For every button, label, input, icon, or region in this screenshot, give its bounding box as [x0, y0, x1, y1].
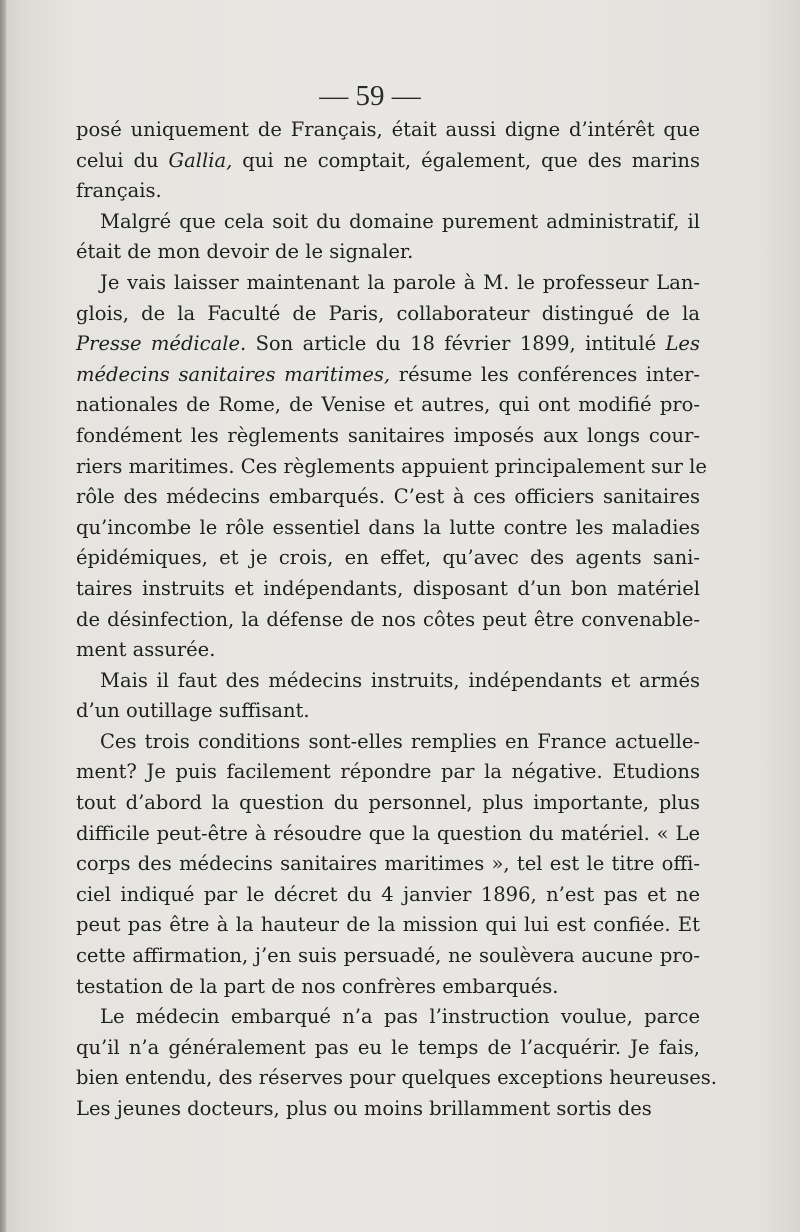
text-line	[76, 849, 700, 880]
text-run: ciel indiqué par le décret du 4 janvier 1896, n’est pas et ne	[76, 882, 700, 906]
italic-text: Presse médicale.	[76, 332, 247, 356]
text-run: était de mon devoir de le signaler.	[76, 240, 414, 264]
text-line	[76, 360, 700, 391]
text-run: rôle des médecins embarqués. C’est à ces officiers sanitaires	[76, 485, 700, 509]
text-line	[76, 727, 700, 758]
text-run: de désinfection, la défense de nos côtes peut être convenable-	[76, 607, 700, 631]
text-line	[76, 299, 700, 330]
text-run: riers maritimes. Ces règlements appuient principalement sur le	[76, 454, 707, 478]
text-line	[76, 237, 700, 268]
paragraph	[76, 666, 700, 727]
text-line	[76, 115, 700, 146]
text-run: d’un outillage suffisant.	[76, 699, 310, 723]
text-run: fondément les règlements sanitaires imposés aux longs cour-	[76, 423, 700, 447]
text-run: Je vais laisser maintenant la parole à M. le professeur Lan-	[100, 270, 700, 294]
text-line	[76, 880, 700, 911]
text-run: résume les conférences inter-	[390, 362, 700, 386]
text-line	[76, 910, 700, 941]
text-run: posé uniquement de Français, était aussi digne d’intérêt que	[76, 118, 700, 141]
paragraph	[76, 727, 700, 1002]
text-run: Son article du 18 février 1899, intitulé	[246, 332, 666, 356]
text-run: épidémiques, et je crois, en effet, qu’avec des agents sani-	[76, 546, 700, 570]
italic-text: médecins sanitaires maritimes,	[76, 362, 391, 386]
paragraph	[76, 1002, 718, 1124]
text-run: peut pas être à la hauteur de la mission qui lui est confiée. Et	[76, 913, 700, 937]
text-line	[76, 268, 700, 299]
text-run: Malgré que cela soit du domaine purement administratif, il	[100, 209, 700, 233]
text-line	[76, 1033, 700, 1064]
text-line	[76, 390, 700, 421]
text-run: glois, de la Faculté de Paris, collaborateur distingué de la	[76, 301, 700, 325]
text-line	[76, 666, 700, 697]
text-run: qu’il n’a généralement pas eu le temps de l’acquérir. Je fais,	[76, 1035, 700, 1059]
italic-text: Les	[665, 332, 700, 356]
text-line	[76, 819, 700, 850]
text-line	[76, 513, 700, 544]
text-line	[76, 696, 700, 727]
text-run: français.	[76, 179, 162, 203]
text-line	[76, 941, 700, 972]
text-line	[76, 788, 700, 819]
text-run: Le médecin embarqué n’a pas l’instruction voulue, parce	[100, 1005, 700, 1029]
text-line	[76, 146, 700, 177]
text-line	[76, 207, 700, 238]
text-line	[76, 972, 700, 1003]
text-line	[76, 329, 700, 360]
text-run: qu’incombe le rôle essentiel dans la lutte contre les maladies	[76, 515, 700, 539]
text-run: corps des médecins sanitaires maritimes », tel est le titre offi-	[76, 852, 700, 876]
text-line	[76, 1002, 700, 1033]
page-gutter-shadow	[0, 0, 6, 1232]
text-run: qui ne comptait, également, que des marins	[232, 148, 700, 172]
text-run: Les jeunes docteurs, plus ou moins brillamment sortis des	[76, 1097, 652, 1120]
text-line	[76, 635, 700, 666]
text-line	[76, 574, 700, 605]
text-run: taires instruits et indépendants, disposant d’un bon matériel	[76, 576, 700, 600]
text-line	[76, 757, 700, 788]
text-run: celui du	[76, 148, 169, 172]
text-run: bien entendu, des réserves pour quelques exceptions heureuses.	[76, 1066, 718, 1090]
text-line	[76, 605, 700, 636]
text-run: ment assurée.	[76, 638, 216, 662]
body-text	[76, 115, 718, 1125]
text-line	[76, 176, 700, 207]
text-run: ment? Je puis facilement répondre par la négative. Etudions	[76, 760, 700, 784]
text-run: testation de la part de nos confrères embarqués.	[76, 974, 559, 998]
paragraph	[76, 115, 700, 207]
text-line	[76, 1094, 700, 1125]
paragraph	[76, 207, 700, 268]
text-run: difficile peut-être à résoudre que la question du matériel. « Le	[76, 821, 700, 845]
text-line	[76, 421, 700, 452]
italic-text: Gallia,	[168, 148, 233, 172]
text-run: Ces trois conditions sont-elles remplies en France actuelle-	[100, 729, 700, 753]
text-run: cette affirmation, j’en suis persuadé, ne soulèvera aucune pro-	[76, 944, 700, 968]
text-run: tout d’abord la question du personnel, plus importante, plus	[76, 791, 700, 815]
text-line	[76, 452, 707, 483]
text-line	[76, 1063, 718, 1094]
text-line	[76, 543, 700, 574]
paragraph	[76, 268, 707, 666]
text-line	[76, 482, 700, 513]
page-number: — 59 —	[319, 80, 421, 112]
text-run: Mais il faut des médecins instruits, indépendants et armés	[100, 668, 700, 692]
text-run: nationales de Rome, de Venise et autres, qui ont modifié pro-	[76, 393, 700, 417]
